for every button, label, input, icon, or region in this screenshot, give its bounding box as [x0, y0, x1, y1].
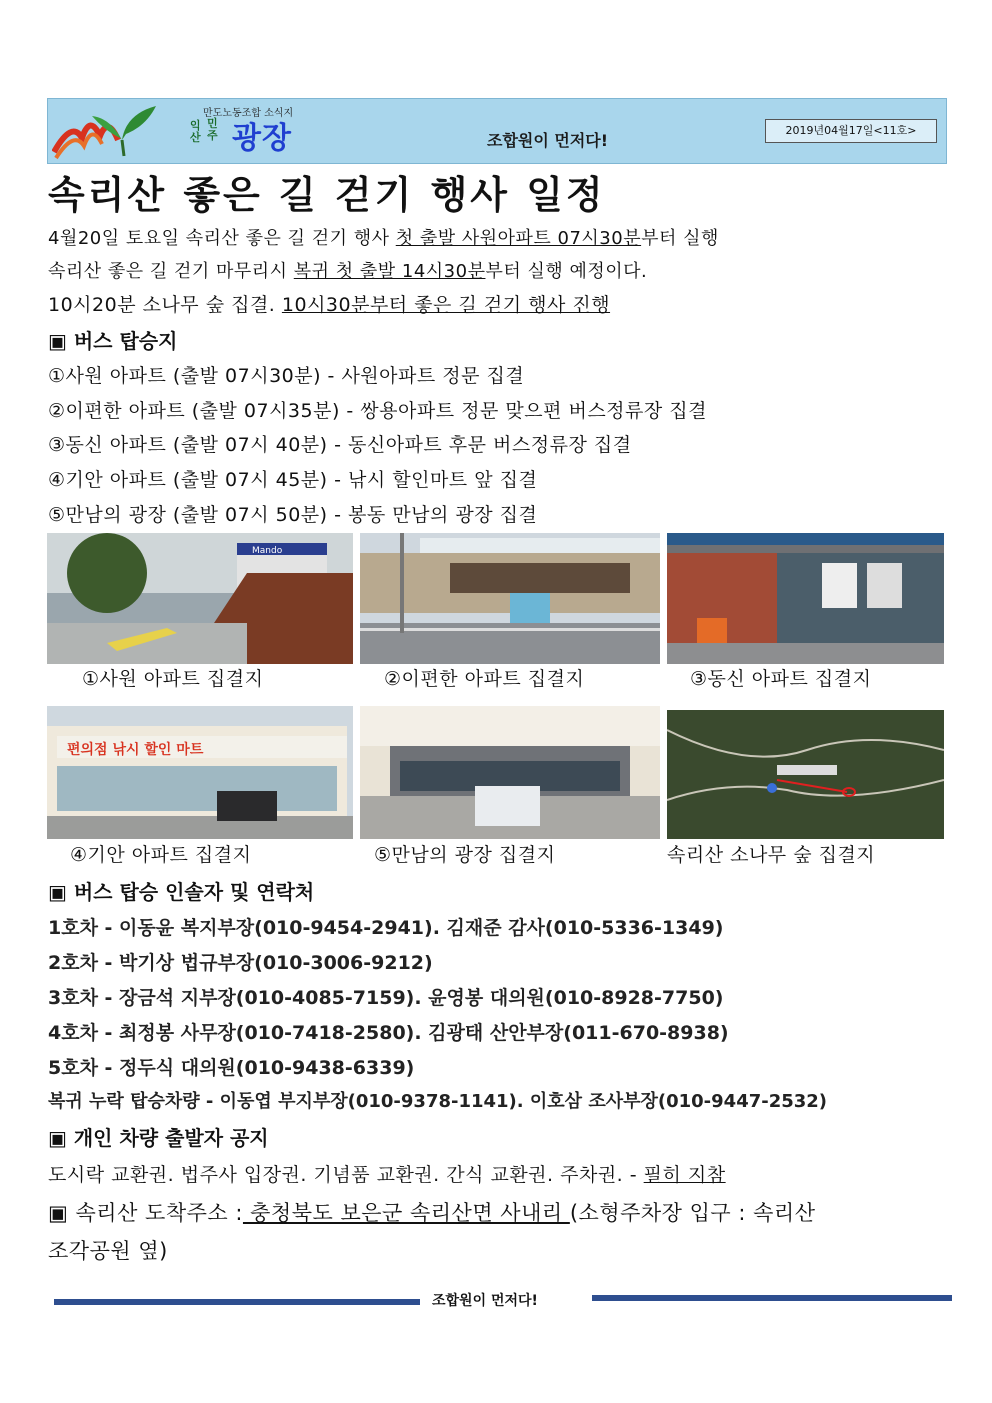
caption-photo-5: ⑤만남의 광장 집결지 [374, 844, 556, 866]
issue-date: 2019년04월17일<11호> [765, 119, 937, 143]
caption-photo-3: ③동신 아파트 집결지 [690, 668, 872, 690]
private-section-heading: ▣ 개인 차량 출발자 공지 [48, 1126, 269, 1150]
leader-bus-2: 2호차 - 박기상 법규부장(010-3006-9212) [48, 952, 433, 974]
leader-return-bus: 복귀 누락 탑승차량 - 이동엽 부지부장(010-9378-1141). 이호삼 조사부장(010-9447-2532) [48, 1091, 828, 1112]
footer-slogan: 조합원이 먼저다! [432, 1293, 538, 1309]
photo-epyeonhan-apartment [360, 533, 660, 664]
photo-sawon-apartment [47, 533, 353, 664]
bus-stop-4: ④기안 아파트 (출발 07시 45분) - 낚시 할인마트 앞 집결 [48, 469, 538, 491]
photo-meeting-plaza [360, 706, 660, 839]
bus-section-heading: ▣ 버스 탑승지 [48, 329, 178, 353]
bus-stop-5: ⑤만남의 광장 (출발 07시 50분) - 봉동 만남의 광장 집결 [48, 504, 538, 526]
header-slogan: 조합원이 먼저다! [487, 131, 609, 150]
leader-bus-4: 4호차 - 최정봉 사무장(010-7418-2580). 김광태 산안부장(011-670-8938) [48, 1022, 729, 1044]
bus-stop-2: ②이편한 아파트 (출발 07시35분) - 쌍용아파트 정문 맞으편 버스정류장 집결 [48, 400, 707, 422]
bus-stop-1: ①사원 아파트 (출발 07시30분) - 사원아파트 정문 집결 [48, 365, 525, 387]
leaders-section-heading: ▣ 버스 탑승 인솔자 및 연락처 [48, 880, 315, 904]
svg-text:편의점 낚시 할인 마트: 편의점 낚시 할인 마트 [67, 742, 204, 758]
private-notice: 도시락 교환권. 법주사 입장권. 기념품 교환권. 간식 교환권. 주차권. - 필히 지참 [48, 1164, 726, 1186]
union-logo [52, 100, 182, 160]
intro-line-3: 10시20분 소나무 숲 집결. 10시30분부터 좋은 길 걷기 행사 진행 [48, 294, 611, 316]
caption-photo-2: ②이편한 아파트 집결지 [384, 668, 585, 690]
leader-bus-3: 3호차 - 장금석 지부장(010-4085-7159). 윤영봉 대의원(010-8928-7750) [48, 987, 724, 1009]
arrival-address-cont: 조각공원 옆) [48, 1239, 168, 1263]
svg-text:Mando: Mando [252, 546, 283, 556]
leader-bus-1: 1호차 - 이동윤 복지부장(010-9454-2941). 김재준 감사(010-5336-1349) [48, 917, 724, 939]
bus-stop-3: ③동신 아파트 (출발 07시 40분) - 동신아파트 후문 버스정류장 집결 [48, 434, 632, 456]
photo-dongsin-apartment [667, 533, 944, 664]
photo-pine-forest-map [667, 710, 944, 839]
caption-photo-1: ①사원 아파트 집결지 [82, 668, 264, 690]
page-title: 속리산 좋은 길 걷기 행사 일정 [48, 173, 606, 217]
newsletter-subtitle: 만도노동조합 소식지 [203, 108, 294, 119]
region-label-2: 민 주 [207, 117, 218, 142]
newsletter-name: 광장 [232, 121, 292, 156]
intro-line-2: 속리산 좋은 길 걷기 마무리시 복귀 첫 출발 14시30분부터 실행 예정이다. [48, 261, 648, 282]
arrival-address: ▣ 속리산 도착주소 : 충청북도 보은군 속리산면 사내리 (소형주차장 입구 : 속리산 [48, 1201, 816, 1225]
caption-photo-6: 속리산 소나무 숲 집결지 [667, 844, 876, 866]
intro-line-1: 4월20일 토요일 속리산 좋은 길 걷기 행사 첫 출발 사원아파트 07시30분부터 실행 [48, 228, 719, 249]
leader-bus-5: 5호차 - 정두식 대의원(010-9438-6339) [48, 1057, 415, 1079]
caption-photo-4: ④기안 아파트 집결지 [70, 844, 252, 866]
footer-line-left [54, 1299, 420, 1305]
photo-gian-apartment [47, 706, 353, 839]
footer-line-right [592, 1295, 952, 1301]
region-label: 익 산 [190, 119, 201, 144]
